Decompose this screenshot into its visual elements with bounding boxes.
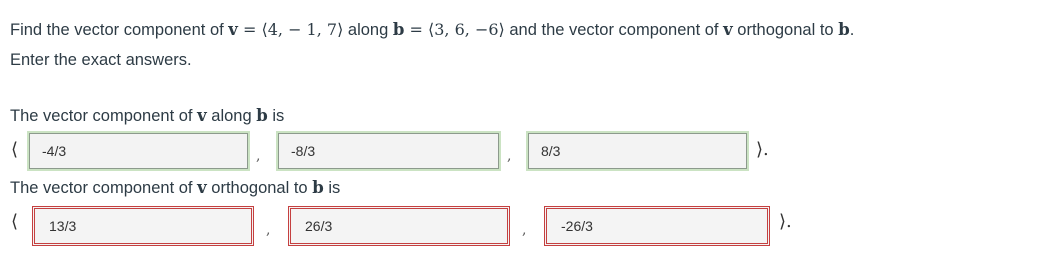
section1-suffix: is: [267, 107, 285, 125]
comma-separator: ,: [507, 148, 512, 164]
comma-separator: ,: [266, 222, 271, 238]
answer-2-3-input[interactable]: -26/3: [544, 206, 770, 246]
section2-mid: orthogonal to: [206, 179, 313, 197]
vector-v-value: = ⟨4, − 1, 7⟩: [237, 20, 344, 39]
question-part1: Find the vector component of: [10, 21, 229, 39]
close-angle-bracket: ⟩.: [756, 139, 769, 160]
answer-2-2-input[interactable]: 26/3: [288, 206, 510, 246]
section2-b: b: [312, 178, 324, 197]
answer-2-1-input[interactable]: 13/3: [32, 206, 254, 246]
section2-prefix: The vector component of: [10, 179, 198, 197]
question-part2: along: [343, 21, 393, 39]
vector-b-label-2: b: [838, 20, 850, 39]
comma-separator: ,: [522, 222, 527, 238]
question-part3: and the vector component of: [504, 21, 724, 39]
section1-prefix: The vector component of: [10, 107, 198, 125]
section1-v: v: [197, 106, 207, 125]
answer-1-2-input[interactable]: -8/3: [278, 133, 499, 169]
instructions: Enter the exact answers.: [10, 51, 192, 69]
section2-v: v: [197, 178, 207, 197]
question-end: .: [849, 21, 855, 39]
answer-1-3-input[interactable]: 8/3: [528, 133, 747, 169]
open-angle-bracket: ⟨: [11, 139, 19, 160]
answer-1-1-input[interactable]: -4/3: [29, 133, 248, 169]
vector-b-value: = ⟨3, 6, −6⟩: [404, 20, 505, 39]
section2-suffix: is: [323, 179, 341, 197]
comma-separator: ,: [256, 148, 261, 164]
question-text: [10, 20, 854, 40]
vector-v-label-2: v: [723, 20, 733, 39]
section1-mid: along: [206, 107, 257, 125]
close-angle-bracket: ⟩.: [779, 211, 792, 232]
open-angle-bracket: ⟨: [11, 211, 19, 232]
vector-v-label: v: [228, 20, 238, 39]
section1-heading: [10, 106, 284, 126]
section1-b: b: [256, 106, 268, 125]
question-part4: orthogonal to: [732, 21, 839, 39]
section2-heading: [10, 178, 340, 198]
vector-b-label: b: [392, 20, 405, 39]
